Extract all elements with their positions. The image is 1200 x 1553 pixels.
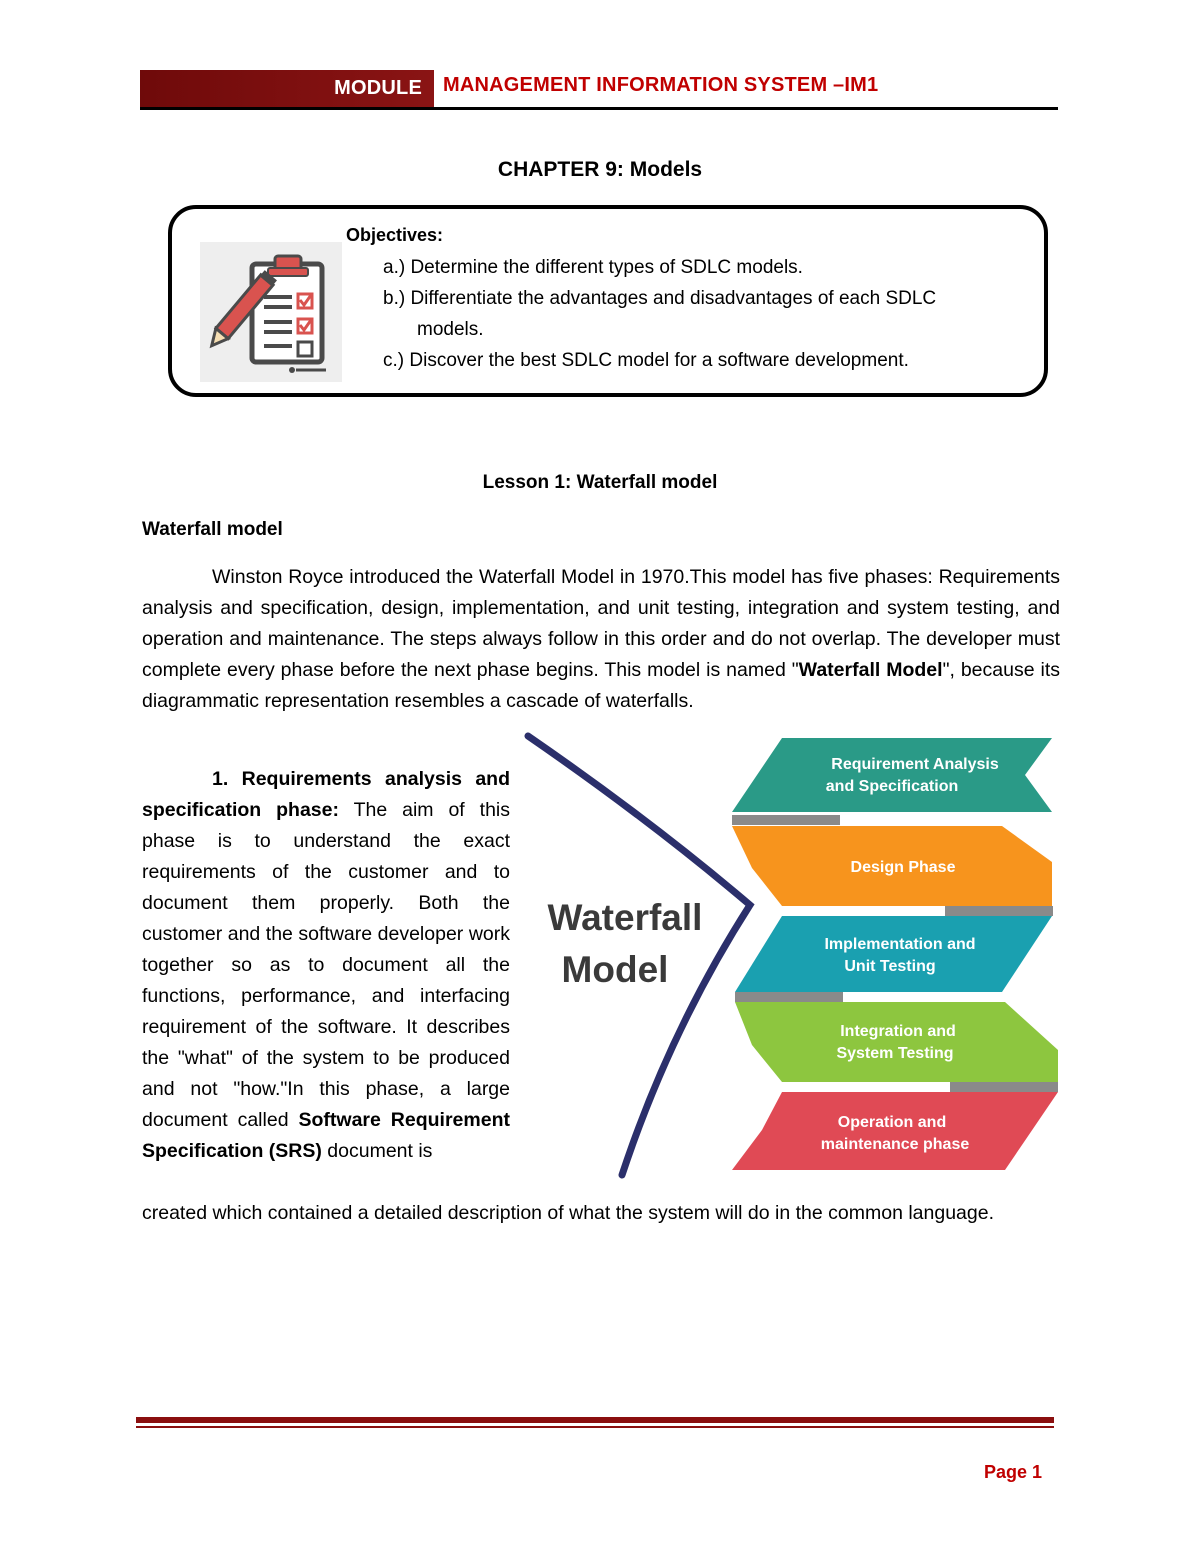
phase-label: Unit Testing bbox=[844, 958, 936, 975]
chapter-title: CHAPTER 9: Models bbox=[497, 158, 703, 181]
phase-label: maintenance phase bbox=[820, 1136, 970, 1153]
connector-bar bbox=[735, 992, 843, 1002]
phase-label: Requirement Analysis bbox=[831, 756, 999, 773]
intro-bold-term: Waterfall Model bbox=[798, 659, 943, 681]
phase1-paragraph bbox=[142, 764, 510, 1167]
objective-a: a.) Determine the different types of SDLC models. bbox=[383, 257, 803, 278]
checklist-icon bbox=[200, 242, 342, 382]
lesson-title: Lesson 1: Waterfall model bbox=[482, 472, 718, 493]
phase-shape-operation bbox=[732, 1092, 1058, 1170]
objective-c: c.) Discover the best SDLC model for a software development. bbox=[383, 350, 909, 371]
phase1-continuation: created which contained a detailed description of what the system will do in the common language. bbox=[142, 1202, 994, 1224]
phase-label: and Specification bbox=[825, 778, 959, 795]
header-title: MANAGEMENT INFORMATION SYSTEM –IM1 bbox=[443, 74, 879, 96]
intro-paragraph bbox=[142, 562, 1060, 717]
connector-bar bbox=[732, 815, 840, 825]
phase-shape-requirements bbox=[732, 738, 1052, 812]
intro-text-end: ", because its diagrammatic representation resembles a cascade of waterfalls. bbox=[142, 659, 1060, 712]
diagram-title: Model bbox=[561, 949, 669, 990]
connector-bar bbox=[945, 906, 1053, 916]
phase-label: System Testing bbox=[836, 1045, 954, 1062]
diagram-title: Waterfall bbox=[547, 897, 703, 938]
objective-b-continuation: models. bbox=[417, 319, 484, 340]
objective-b: b.) Differentiate the advantages and disadvantages of each SDLC bbox=[383, 288, 937, 309]
phase1-label: 1. Requirements analysis and specification phase: bbox=[142, 768, 510, 821]
phase-label: Implementation and bbox=[824, 936, 976, 953]
footer-rule bbox=[136, 1417, 1054, 1423]
srs-term: Software Requirement Specification (SRS) bbox=[142, 1109, 510, 1162]
phase1-text-end: document is bbox=[321, 1140, 433, 1162]
connector-bar bbox=[950, 1082, 1058, 1092]
header-rule bbox=[140, 107, 1058, 110]
phase-label: Operation and bbox=[837, 1114, 947, 1131]
intro-text: Winston Royce introduced the Waterfall Model in 1970.This model has five phases: Requirements analysis and specification, design, implementation, and unit testing, integration and system testing, and operation and maintenance. The steps always follow in this order and do not overlap. The developer must complete every phase before the next phase begins. This model is named " bbox=[142, 566, 1060, 681]
phase1-text: The aim of this phase is to understand the exact requirements of the customer and to document them properly. Both the customer and the software developer work together so as to document all the functions, performance, and interfacing requirement of the software. It describes the "what" of the system to be produced and not "how."In this phase, a large document called bbox=[142, 799, 510, 1131]
phase-shape-implementation bbox=[735, 916, 1052, 992]
phase-shape-integration bbox=[735, 1002, 1058, 1082]
objectives-heading: Objectives: bbox=[346, 225, 444, 245]
phase-label: Integration and bbox=[840, 1023, 956, 1040]
page-number: Page 1 bbox=[984, 1462, 1043, 1482]
waterfall-diagram bbox=[520, 730, 1065, 1180]
phase-label: Design Phase bbox=[850, 859, 956, 876]
section-heading: Waterfall model bbox=[142, 519, 283, 540]
module-label: MODULE bbox=[140, 70, 434, 107]
footer-rule-thin bbox=[136, 1426, 1054, 1428]
